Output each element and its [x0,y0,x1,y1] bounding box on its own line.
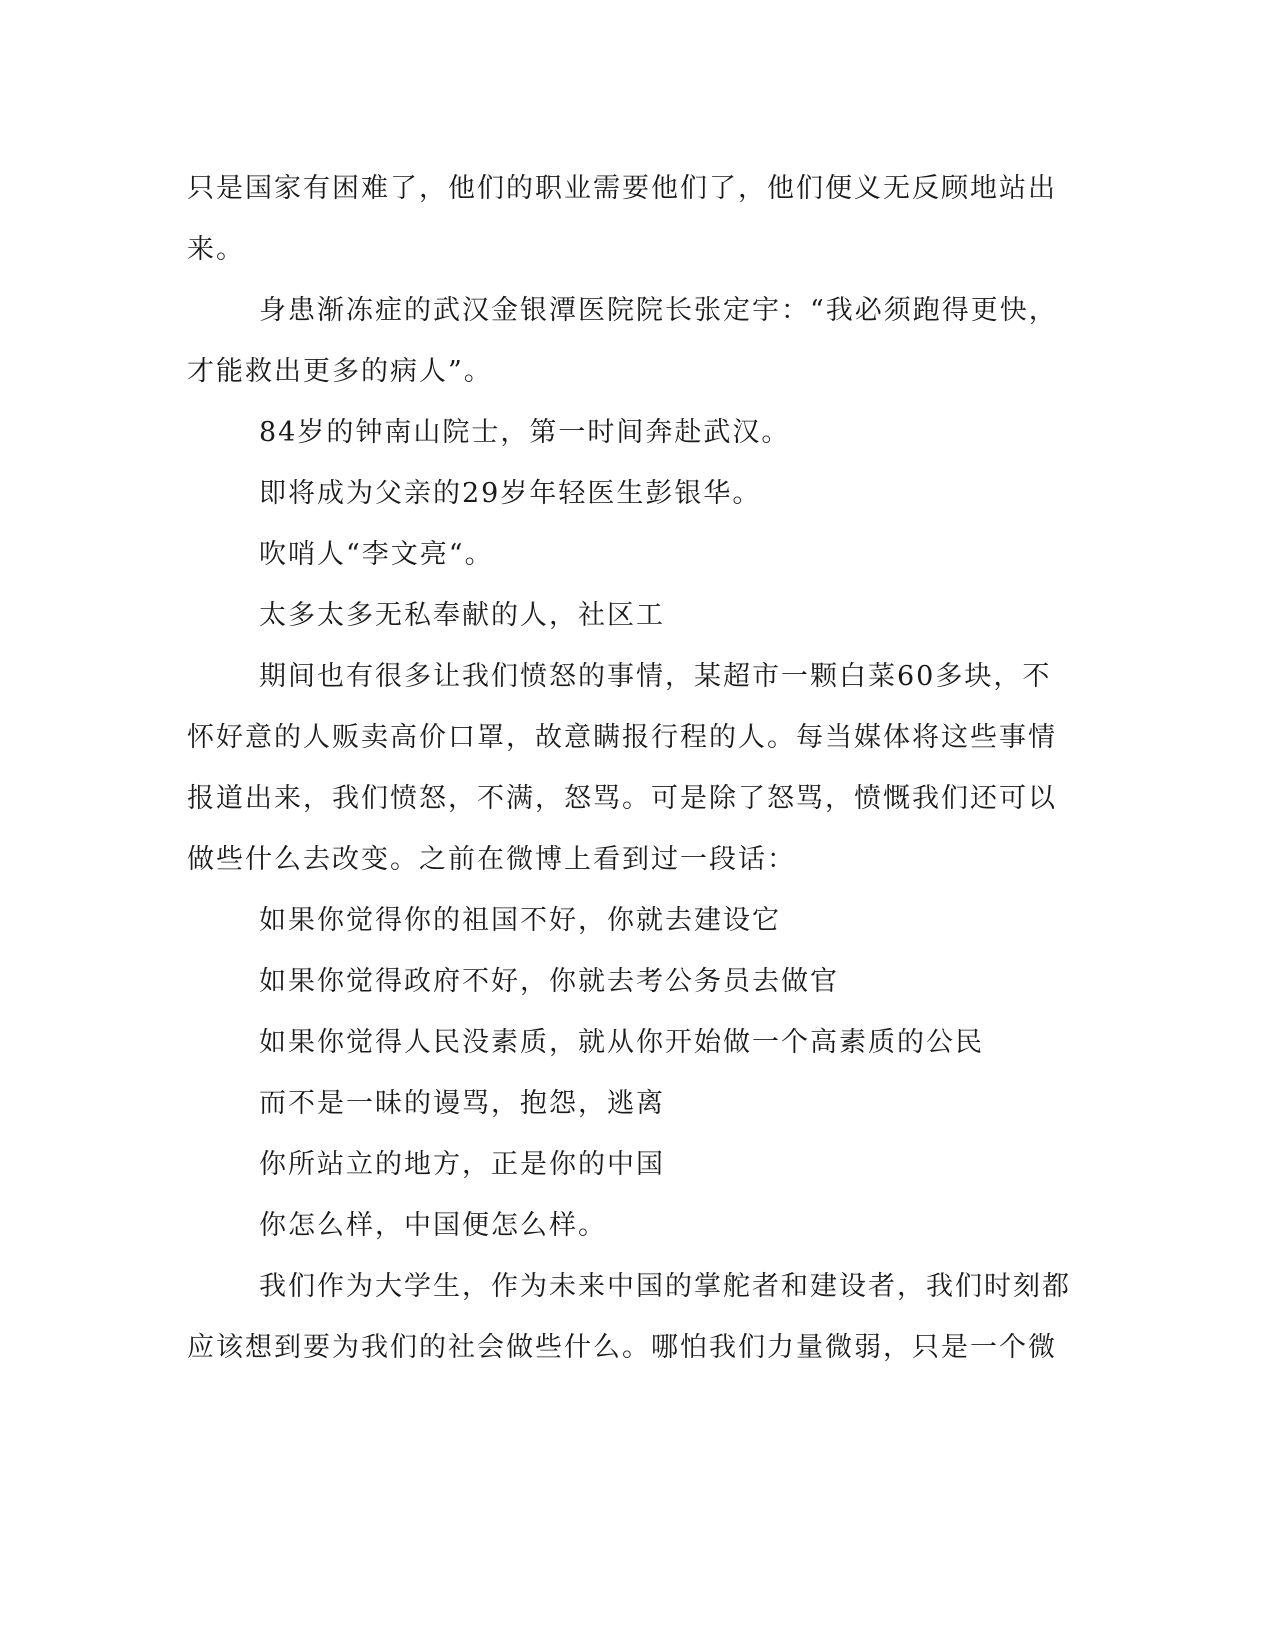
quote-line-4: 而不是一昧的谩骂，抱怨，逃离 [259,1088,665,1119]
quote-line-2: 如果你觉得政府不好，你就去考公务员去做官 [259,966,839,997]
paragraph-zhang-dingyu: 身患渐冻症的武汉金银潭医院院长张定宇：“我必须跑得更快，才能救出更多的病人”。 [187,295,1058,387]
quote-line-3: 如果你觉得人民没素质，就从你开始做一个高素质的公民 [259,1027,984,1058]
quote-line-6: 你怎么样，中国便怎么样。 [259,1210,607,1241]
quote-line-1: 如果你觉得你的祖国不好，你就去建设它 [259,905,781,936]
paragraph-zhong-nanshan: 84岁的钟南山院士，第一时间奔赴武汉。 [259,417,791,448]
quote-line-5: 你所站立的地方，正是你的中国 [259,1149,665,1180]
paragraph-selfless-people: 太多太多无私奉献的人，社区工 [259,600,665,631]
paragraph-peng-yinhua: 即将成为父亲的29岁年轻医生彭银华。 [259,478,762,509]
paragraph-students: 我们作为大学生，作为未来中国的掌舵者和建设者，我们时刻都应该想到要为我们的社会做些什么。哪怕我们力量微弱，只是一个微 [187,1271,1071,1363]
paragraph-anger-events: 期间也有很多让我们愤怒的事情，某超市一颗白菜60多块，不怀好意的人贩卖高价口罩，故意瞒报行程的人。每当媒体将这些事情报道出来，我们愤怒，不满，怒骂。可是除了怒骂，愤慨我们还可以做些什么去改变。之前在微博上看到过一段话： [187,661,1057,875]
document-body [187,158,1077,1378]
paragraph-continuation: 只是国家有困难了，他们的职业需要他们了，他们便义无反顾地站出来。 [187,173,1057,265]
paragraph-li-wenliang: 吹哨人“李文亮“。 [259,539,494,570]
